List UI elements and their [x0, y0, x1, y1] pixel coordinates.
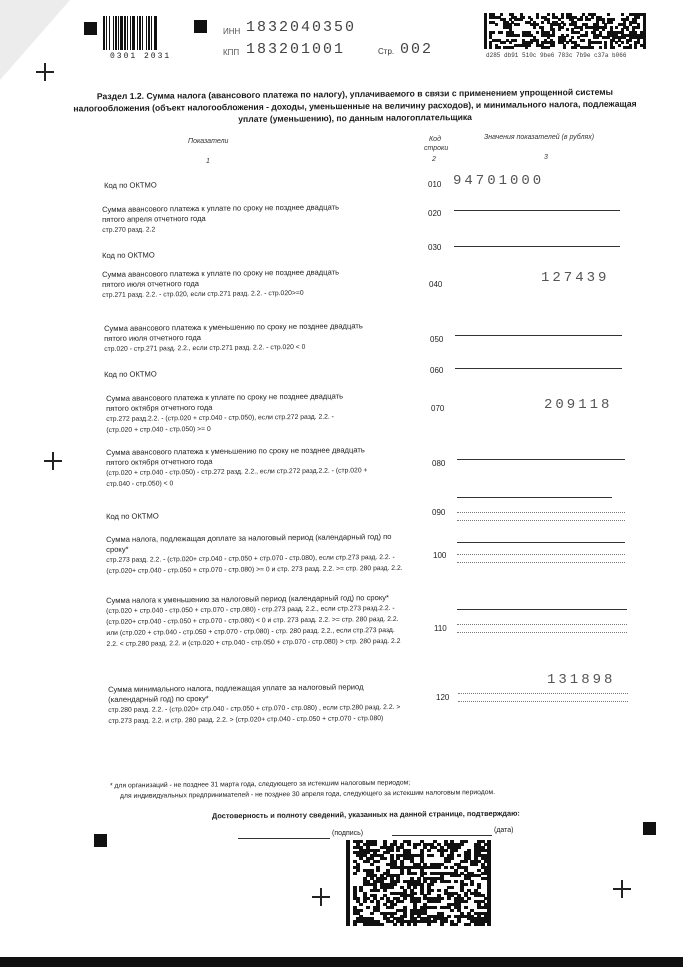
row-label: Код по ОКТМО — [102, 250, 155, 260]
row-label: Сумма минимального налога, подлежащая уплате за налоговый период (календарный год) по сроку* стр.280 разд. 2.2. - (стр.020+ стр.040 - стр.050 + стр.070 - стр.080) , если стр.280 разд. 2.2. > стр.273 разд. 2.2. и стр. 280 разд. 2.2. > (стр.020+ стр.040 - стр.050 + стр.070 - стр.080) — [108, 682, 401, 725]
barcode-module — [366, 906, 370, 909]
barcode-module — [413, 872, 417, 875]
barcode-module — [643, 46, 646, 49]
barcode-module — [373, 843, 377, 846]
footnote-line-1: * для организаций - не позднее 31 марта года, следующего за истекшим налоговым периодом; — [109, 779, 411, 790]
value-dotted-line — [457, 554, 625, 556]
barcode-module — [563, 46, 566, 49]
row-code: 050 — [430, 335, 444, 344]
value-dotted-line — [457, 512, 625, 514]
registration-marker — [94, 834, 107, 847]
barcode-module — [464, 906, 468, 909]
crosshair-mark — [312, 888, 330, 906]
barcode-module — [450, 909, 454, 912]
barcode-module — [400, 900, 404, 903]
value-entry-line[interactable] — [454, 246, 620, 247]
row-code: 100 — [433, 551, 447, 560]
kpp-value: 183201001 — [246, 41, 346, 58]
barcode-module — [563, 23, 566, 26]
barcode-module — [541, 21, 544, 24]
barcode-module — [457, 874, 461, 877]
barcode-module — [396, 849, 400, 852]
crosshair-mark — [36, 63, 54, 81]
barcode-module — [599, 46, 602, 49]
barcode-module — [530, 41, 533, 44]
barcode-module — [383, 857, 387, 860]
row-code: 030 — [428, 243, 442, 252]
barcode-module — [634, 46, 637, 49]
barcode-module — [517, 34, 520, 37]
barcode-module — [536, 16, 539, 19]
row-label: Сумма авансового платежа к уплате по сроку не позднее двадцать пятого апреля отчетного года стр.270 разд. 2.2 — [102, 202, 340, 234]
barcode-module — [566, 34, 569, 37]
registration-marker — [643, 822, 656, 835]
barcode-caption: d285 db91 510c 9be6 783c 7b9e c37a b066 — [486, 52, 627, 59]
value-dotted-line — [457, 632, 627, 634]
barcode-module — [536, 31, 539, 34]
barcode-module — [433, 906, 437, 909]
value-dotted-line — [458, 693, 628, 695]
barcode-module — [444, 866, 448, 869]
barcode-module — [629, 39, 632, 42]
barcode-module — [492, 31, 495, 34]
inn-label: ИНН — [223, 27, 241, 36]
barcode-module — [400, 923, 404, 926]
barcode-module — [427, 923, 431, 926]
value-dotted-line — [457, 624, 627, 626]
barcode-module — [525, 46, 528, 49]
barcode-module — [566, 41, 569, 44]
barcode-module — [376, 860, 380, 863]
crosshair-mark — [44, 452, 62, 470]
page-number-value: 002 — [400, 41, 434, 58]
barcode-module — [591, 16, 594, 19]
value-entry-line[interactable] — [455, 335, 622, 336]
row-label: Код по ОКТМО — [106, 511, 159, 521]
barcode-module — [447, 860, 451, 863]
value-entry-line[interactable] — [455, 368, 622, 369]
barcode-module — [566, 28, 569, 31]
page-bottom-edge — [0, 957, 683, 967]
barcode-module — [464, 860, 468, 863]
barcode-module — [547, 13, 550, 16]
date-line[interactable] — [392, 835, 492, 836]
barcode-module — [509, 41, 512, 44]
barcode-module — [591, 46, 594, 49]
pdf417-barcode-bottom — [346, 840, 494, 926]
barcode-module — [457, 854, 461, 857]
value-dotted-line — [457, 562, 625, 564]
value-entry-line[interactable] — [454, 210, 620, 211]
barcode-module — [604, 46, 607, 49]
column-header-indicators: Показатели — [188, 138, 229, 145]
page-corner-fold — [0, 0, 70, 80]
barcode-module — [520, 18, 523, 21]
registration-marker — [84, 22, 97, 35]
barcode-module — [580, 28, 583, 31]
barcode-module — [376, 889, 380, 892]
barcode-module — [552, 34, 555, 37]
barcode-module — [370, 900, 374, 903]
barcode-module — [464, 900, 468, 903]
barcode-module — [454, 880, 458, 883]
confirmation-text: Достоверность и полноту сведений, указанных на данной странице, подтверждаю: — [211, 808, 520, 821]
page-barcode — [103, 16, 181, 50]
barcode-module — [580, 18, 583, 21]
barcode-module — [370, 863, 374, 866]
barcode-module — [511, 46, 514, 49]
barcode-module — [437, 866, 441, 869]
barcode-module — [621, 13, 624, 16]
barcode-module — [470, 883, 474, 886]
value-entry-line[interactable] — [457, 609, 627, 610]
barcode-module — [514, 39, 517, 42]
barcode-module — [522, 16, 525, 19]
barcode-module — [615, 26, 618, 29]
row-label: Сумма авансового платежа к уплате по сроку не позднее двадцать пятого октября отчетного года стр.272 разд.2.2. - (стр.020 + стр.040 - стр.050), если стр.272 разд. 2.2. - (стр.020 + стр.040 - стр.050) >= 0 — [106, 391, 344, 434]
column-number-1: 1 — [206, 158, 210, 165]
barcode-module — [547, 46, 550, 49]
signature-label: (подпись) — [332, 830, 364, 837]
barcode-module — [602, 28, 605, 31]
row-code: 120 — [436, 693, 450, 702]
barcode-module — [353, 872, 357, 875]
barcode-bar — [157, 16, 158, 50]
pdf417-barcode — [484, 13, 648, 49]
barcode-module — [376, 869, 380, 872]
barcode-module — [433, 920, 437, 923]
barcode-module — [390, 886, 394, 889]
barcode-module — [393, 923, 397, 926]
value-entry-line[interactable] — [457, 497, 612, 498]
barcode-module — [561, 16, 564, 19]
barcode-module — [607, 13, 610, 16]
barcode-module — [370, 912, 374, 915]
section-title: Раздел 1.2. Сумма налога (авансового платежа по налогу), уплачиваемого в связи с применением упрощенной системы налогообложения (объект налогообложения - доходы, уменьшенные на величину расходов), и минимального налога, подлежащая уплате (уменьшению), по данным налогоплательщика — [73, 86, 637, 125]
barcode-module — [561, 26, 564, 29]
barcode-module — [596, 36, 599, 39]
barcode-module — [413, 923, 417, 926]
crosshair-mark — [613, 880, 631, 898]
barcode-module — [440, 923, 444, 926]
barcode-module — [495, 23, 498, 26]
barcode-module — [618, 44, 621, 47]
column-header-values: Значения показателей (в рублях) — [484, 134, 595, 141]
barcode-module — [533, 26, 536, 29]
barcode-module — [585, 34, 588, 37]
row-code: 110 — [434, 624, 447, 633]
column-number-3: 3 — [544, 154, 548, 161]
barcode-module — [503, 41, 506, 44]
barcode-module — [447, 880, 451, 883]
row-label: Сумма авансового платежа к уменьшению по сроку не позднее двадцать пятого июля отчетного года стр.020 - стр.271 разд. 2.2., если стр.271 разд. 2.2. - стр.020 < 0 — [104, 321, 363, 353]
footnote-line-2: для индивидуальных предпринимателей - не позднее 30 апреля года, следующего за истекшим налоговым периодом. — [119, 789, 496, 800]
barcode-module — [629, 46, 632, 49]
row-code: 020 — [428, 209, 442, 218]
barcode-module — [346, 923, 350, 926]
row-code: 080 — [432, 459, 446, 468]
column-number-2: 2 — [432, 156, 436, 163]
value-dotted-line — [458, 701, 628, 703]
barcode-module — [604, 26, 607, 29]
column-header-code: Код строки — [424, 136, 449, 152]
barcode-module — [380, 923, 384, 926]
barcode-module — [500, 13, 503, 16]
row-value[interactable]: 127439 — [541, 270, 610, 286]
barcode-module — [474, 863, 478, 866]
row-code: 060 — [430, 366, 444, 375]
barcode-module — [621, 41, 624, 44]
barcode-module — [528, 44, 531, 47]
barcode-module — [413, 846, 417, 849]
row-code: 040 — [429, 280, 443, 289]
inn-value: 1832040350 — [246, 19, 357, 36]
barcode-module — [481, 923, 485, 926]
row-label: Сумма налога к уменьшению за налоговый период (календарный год) по сроку* (стр.020 + стр.040 - стр.050 + стр.070 - стр.080) - стр.273 разд. 2.2., если стр.273 разд.2.2. - (стр.020+ стр.040 - стр.050 + стр.070 - стр.080) < 0 и стр. 273 разд. 2.2. >= стр. 280 разд. 2.2. или (стр.020 + стр.040 - стр.050 + стр.070 - стр.080) - стр. 280 разд. 2.2., если стр.273 разд. 2.2. < стр.280 разд. 2.2. и (стр.020 + стр.040 - стр.050 + стр.070 - стр.080) > стр. 280 разд. 2.2 — [106, 593, 401, 648]
row-value[interactable]: 131898 — [547, 672, 616, 688]
value-dotted-line — [457, 520, 625, 522]
value-entry-line[interactable] — [457, 542, 625, 543]
barcode-module — [552, 44, 555, 47]
barcode-module — [612, 46, 615, 49]
barcode-module — [489, 46, 492, 49]
barcode-module — [500, 31, 503, 34]
barcode-module — [390, 906, 394, 909]
row-code: 090 — [432, 508, 446, 517]
barcode-module — [610, 21, 613, 24]
barcode-module — [571, 36, 574, 39]
row-label: Код по ОКТМО — [104, 180, 157, 190]
barcode-module — [467, 923, 471, 926]
barcode-module — [447, 897, 451, 900]
barcode-module — [454, 923, 458, 926]
barcode-module — [484, 46, 487, 49]
barcode-module — [588, 18, 591, 21]
barcode-module — [574, 46, 577, 49]
barcode-module — [637, 16, 640, 19]
barcode-module — [487, 923, 491, 926]
barcode-module — [450, 886, 454, 889]
barcode-module — [359, 903, 363, 906]
row-code: 010 — [428, 180, 442, 189]
page-number-label: Стр. — [378, 47, 395, 56]
barcode-module — [582, 39, 585, 42]
row-label: Сумма авансового платежа к уплате по сроку не позднее двадцать пятого июля отчетного года стр.271 разд. 2.2. - стр.020, если стр.271 разд. 2.2. - стр.020>=0 — [102, 267, 340, 299]
barcode-module — [437, 889, 441, 892]
barcode-module — [612, 18, 615, 21]
barcode-module — [407, 843, 411, 846]
kpp-label: КПП — [223, 48, 240, 57]
barcode-module — [637, 26, 640, 29]
barcode-module — [599, 41, 602, 44]
barcode-module — [427, 849, 431, 852]
row-value[interactable]: 209118 — [544, 397, 613, 413]
barcode-number: 0301 2031 — [110, 52, 172, 61]
signature-line[interactable] — [238, 838, 330, 839]
registration-marker — [194, 20, 207, 33]
value-entry-line[interactable] — [457, 459, 625, 460]
row-value[interactable]: 94701000 — [453, 173, 545, 189]
barcode-module — [498, 46, 501, 49]
barcode-module — [407, 923, 411, 926]
barcode-module — [430, 854, 434, 857]
row-label: Сумма авансового платежа к уменьшению по сроку не позднее двадцать пятого октября отчетного года (стр.020 + стр.040 - стр.050) - стр.272 разд. 2.2., если стр.272 разд.2.2. - (стр.020 + стр.040 - стр.050) < 0 — [106, 445, 368, 488]
barcode-module — [517, 23, 520, 26]
barcode-module — [383, 889, 387, 892]
barcode-module — [437, 900, 441, 903]
date-label: (дата) — [494, 827, 514, 834]
barcode-module — [353, 923, 357, 926]
row-label: Код по ОКТМО — [104, 369, 157, 379]
barcode-module — [558, 28, 561, 31]
row-code: 070 — [431, 404, 445, 413]
row-label: Сумма налога, подлежащая доплате за налоговый период (календарный год) по сроку* стр.273 разд. 2.2. - (стр.020+ стр.040 - стр.050 + стр.070 - стр.080), если стр.273 разд. 2.2. - (стр.020+ стр.040 - стр.050 + стр.070 - стр.080) >= 0 и стр. 273 разд. 2.2. >= стр. 280 разд. 2.2. — [106, 532, 403, 575]
